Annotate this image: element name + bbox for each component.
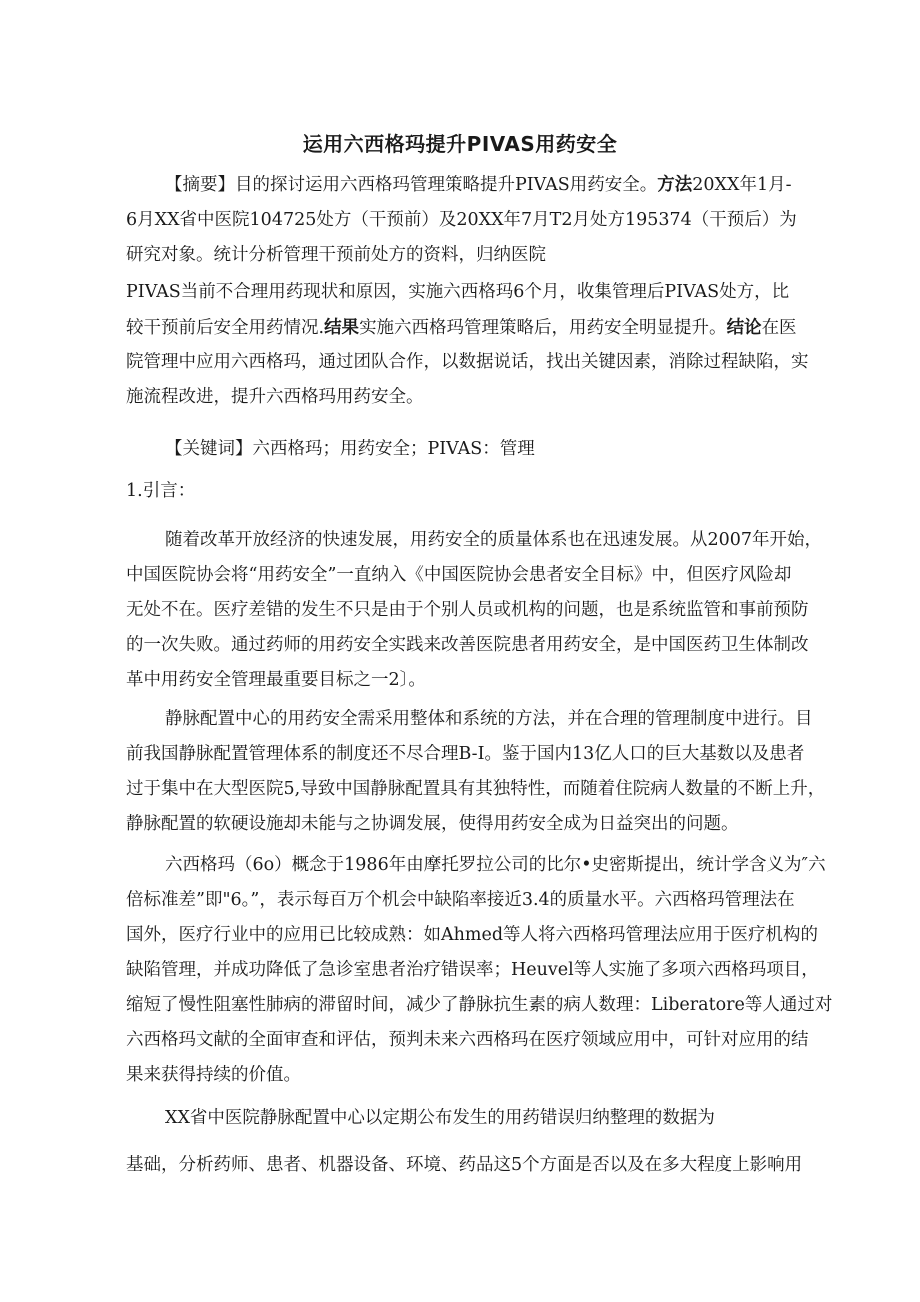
para3-line: 倍标准差”即"6。”，表示每百万个机会中缺陷率接近3.4的质量水平。六西格玛管理法在 <box>126 890 795 910</box>
abstract-line-7: 施流程改进，提升六西格玛用药安全。 <box>126 387 424 407</box>
abstract-line-1 <box>165 173 792 197</box>
abstract-method-text: 20XX年1月- <box>692 175 792 195</box>
para1-line: 随着改革开放经济的快速发展，用药安全的质量体系也在迅速发展。从2007年开始， <box>165 530 823 550</box>
abstract-line-6: 院管理中应用六西格玛，通过团队合作，以数据说话，找出关键因素，消除过程缺陷，实 <box>126 352 809 372</box>
abstract-result-label: 结果 <box>324 318 360 338</box>
abstract-line-2: 6月XX省中医院104725处方（干预前）及20XX年7月T2月处方195374（干预后）为 <box>126 210 797 230</box>
para2-line: 静脉配置的软硬设施却未能与之协调发展，使得用药安全成为日益突出的问题。 <box>126 814 739 834</box>
document-title: 运用六西格玛提升PIVAS用药安全 <box>302 132 618 156</box>
para1-line: 中国医院协会将“用药安全”一直纳入《中国医院协会患者安全目标》中，但医疗风险却 <box>126 565 792 585</box>
para2-line: 静脉配置中心的用药安全需采用整体和系统的方法，并在合理的管理制度中进行。目 <box>165 709 813 729</box>
abstract-conclusion-label: 结论 <box>726 318 762 338</box>
para4-line: XX省中医院静脉配置中心以定期公布发生的用药错误归纳整理的数据为 <box>165 1108 715 1128</box>
para3-line: 缩短了慢性阻塞性肺病的滞留时间，减少了静脉抗生素的病人数理：Liberatore等人通过对 <box>126 995 833 1015</box>
para3-line: 六西格玛（6o）概念于1986年由摩托罗拉公司的比尔•史密斯提出，统计学含义为″六 <box>165 855 826 875</box>
abstract-line-3: 研究对象。统计分析管理干预前处方的资料，归纳医院 <box>126 245 546 265</box>
abstract-label: 【摘要】 <box>165 175 235 195</box>
para4-line: 基础，分析药师、患者、机器设备、环境、药品这5个方面是否以及在多大程度上影响用 <box>126 1155 803 1175</box>
para3-line: 缺陷管理，并成功降低了急诊室患者治疗错误率；Heuvel等人实施了多项六西格玛项目， <box>126 960 819 980</box>
abstract-line-4: PIVAS当前不合理用药现状和原因，实施六西格玛6个月，收集管理后PIVAS处方，比 <box>126 282 790 302</box>
para3-line: 果来获得持续的价值。 <box>126 1065 301 1085</box>
abstract-method-label: 方法 <box>657 175 693 195</box>
section-heading-intro: 1.引言： <box>126 481 196 501</box>
para3-line: 国外，医疗行业中的应用已比较成熟：如Ahmed等人将六西格玛管理法应用于医疗机构的 <box>126 925 819 945</box>
para3-line: 六西格玛文献的全面审查和评估，预判未来六西格玛在医疗领域应用中，可针对应用的结 <box>126 1030 809 1050</box>
para2-line: 前我国静脉配置管理体系的制度还不尽合理B-I。鉴于国内13亿人口的巨大基数以及患者 <box>126 744 805 764</box>
para1-line: 无处不在。医疗差错的发生不只是由于个别人员或机构的问题，也是系统监管和事前预防 <box>126 600 809 620</box>
abstract-line-5 <box>126 316 797 340</box>
para1-line: 革中用药安全管理最重要目标之一2〕。 <box>126 670 426 690</box>
para1-line: 的一次失败。通过药师的用药安全实践来改善医院患者用药安全，是中国医药卫生体制改 <box>126 635 809 655</box>
abstract-conclusion-text: 在医 <box>761 318 797 338</box>
para2-line: 过于集中在大型医院5,导致中国静脉配置具有其独特性，而随着住院病人数量的不断上升， <box>126 779 826 799</box>
abstract-purpose: 目的探讨运用六西格玛管理策略提升PIVAS用药安全。 <box>235 175 658 195</box>
abstract-compare-text: 较干预前后安全用药情况. <box>126 318 325 338</box>
abstract-result-text: 实施六西格玛管理策略后，用药安全明显提升。 <box>359 318 727 338</box>
keywords: 【关键词】六西格玛；用药安全；PIVAS：管理 <box>165 439 535 459</box>
